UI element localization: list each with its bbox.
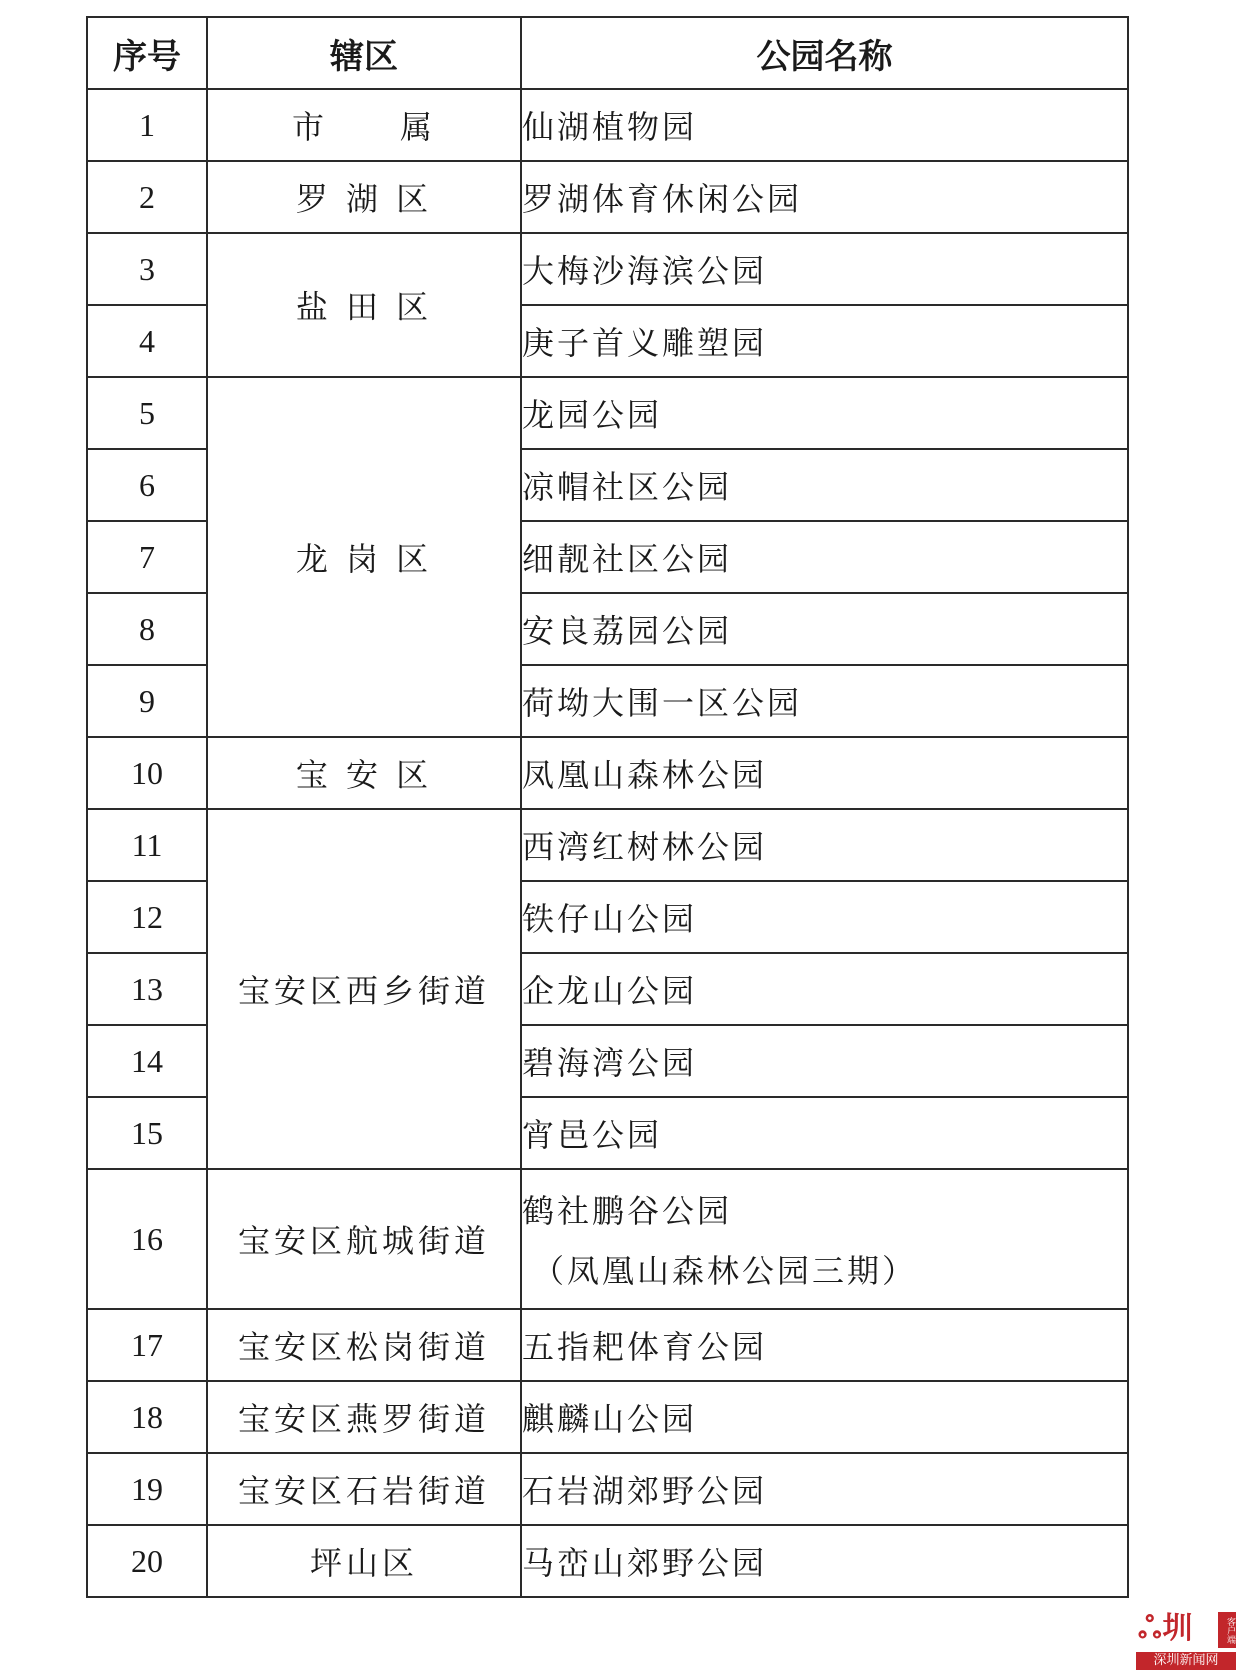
- row-index: 9: [87, 665, 207, 737]
- row-park-name: 仙湖植物园: [521, 89, 1128, 161]
- row-park-name: 罗湖体育休闲公园: [521, 161, 1128, 233]
- table-row: [87, 1169, 1128, 1309]
- table-row: [87, 1525, 1128, 1597]
- row-park-name: 龙园公园: [521, 377, 1128, 449]
- row-park-name: 凉帽社区公园: [521, 449, 1128, 521]
- row-index: 19: [87, 1453, 207, 1525]
- row-park-name: 大梅沙海滨公园: [521, 233, 1128, 305]
- row-index: 17: [87, 1309, 207, 1381]
- row-park-name: 企龙山公园: [521, 953, 1128, 1025]
- table-row: [87, 1309, 1128, 1381]
- table-row: [87, 1453, 1128, 1525]
- table-row: [87, 377, 1128, 449]
- header-park-name: 公园名称: [521, 17, 1128, 89]
- header-district: 辖区: [207, 17, 521, 89]
- row-index: 8: [87, 593, 207, 665]
- row-index: 15: [87, 1097, 207, 1169]
- row-park-name: 碧海湾公园: [521, 1025, 1128, 1097]
- row-index: 6: [87, 449, 207, 521]
- row-index: 2: [87, 161, 207, 233]
- header-index: 序号: [87, 17, 207, 89]
- row-index: 18: [87, 1381, 207, 1453]
- park-name-line2: （凤凰山森林公园三期）: [532, 1252, 918, 1290]
- row-index: 3: [87, 233, 207, 305]
- watermark-side-label: 客户端: [1218, 1612, 1236, 1648]
- row-index: 12: [87, 881, 207, 953]
- table-row: [87, 161, 1128, 233]
- row-index: 5: [87, 377, 207, 449]
- table-row: [87, 1381, 1128, 1453]
- row-district: 宝安区燕罗街道: [207, 1381, 521, 1453]
- table-row: [87, 233, 1128, 305]
- row-index: 1: [87, 89, 207, 161]
- row-district: 盐 田 区: [207, 233, 521, 377]
- table-row: [87, 89, 1128, 161]
- row-district: 宝安区西乡街道: [207, 809, 521, 1169]
- row-district: 宝安区航城街道: [207, 1169, 521, 1309]
- row-index: 14: [87, 1025, 207, 1097]
- row-district: 坪山区: [207, 1525, 521, 1597]
- row-park-name: 石岩湖郊野公园: [521, 1453, 1128, 1525]
- table-row: [87, 809, 1128, 881]
- row-index: 10: [87, 737, 207, 809]
- row-park-name: [521, 1169, 1128, 1309]
- row-index: 11: [87, 809, 207, 881]
- row-index: 16: [87, 1169, 207, 1309]
- park-name-line1: 鹤社鹏谷公园: [522, 1192, 733, 1230]
- row-park-name: 荷坳大围一区公园: [521, 665, 1128, 737]
- row-park-name: 安良荔园公园: [521, 593, 1128, 665]
- row-park-name: 凤凰山森林公园: [521, 737, 1128, 809]
- row-index: 13: [87, 953, 207, 1025]
- row-index: 4: [87, 305, 207, 377]
- row-park-name: 五指耙体育公园: [521, 1309, 1128, 1381]
- row-district: 龙 岗 区: [207, 377, 521, 737]
- row-park-name: 细靓社区公园: [521, 521, 1128, 593]
- row-park-name: 铁仔山公园: [521, 881, 1128, 953]
- header-row: [87, 17, 1128, 89]
- row-district: 宝 安 区: [207, 737, 521, 809]
- row-park-name: 西湾红树林公园: [521, 809, 1128, 881]
- row-district: 罗 湖 区: [207, 161, 521, 233]
- row-park-name: 马峦山郊野公园: [521, 1525, 1128, 1597]
- row-district: 市 属: [207, 89, 521, 161]
- park-table: [86, 16, 1129, 1598]
- row-district: 宝安区松岗街道: [207, 1309, 521, 1381]
- row-park-name: 庚子首义雕塑园: [521, 305, 1128, 377]
- watermark-logo: [1136, 1612, 1236, 1670]
- row-district: 宝安区石岩街道: [207, 1453, 521, 1525]
- row-park-name: 麒麟山公园: [521, 1381, 1128, 1453]
- row-park-name: 宵邑公园: [521, 1097, 1128, 1169]
- row-index: 20: [87, 1525, 207, 1597]
- row-index: 7: [87, 521, 207, 593]
- watermark-mark: ஃ圳: [1138, 1611, 1194, 1646]
- watermark-text: 深圳新闻网: [1136, 1652, 1236, 1670]
- table-row: [87, 737, 1128, 809]
